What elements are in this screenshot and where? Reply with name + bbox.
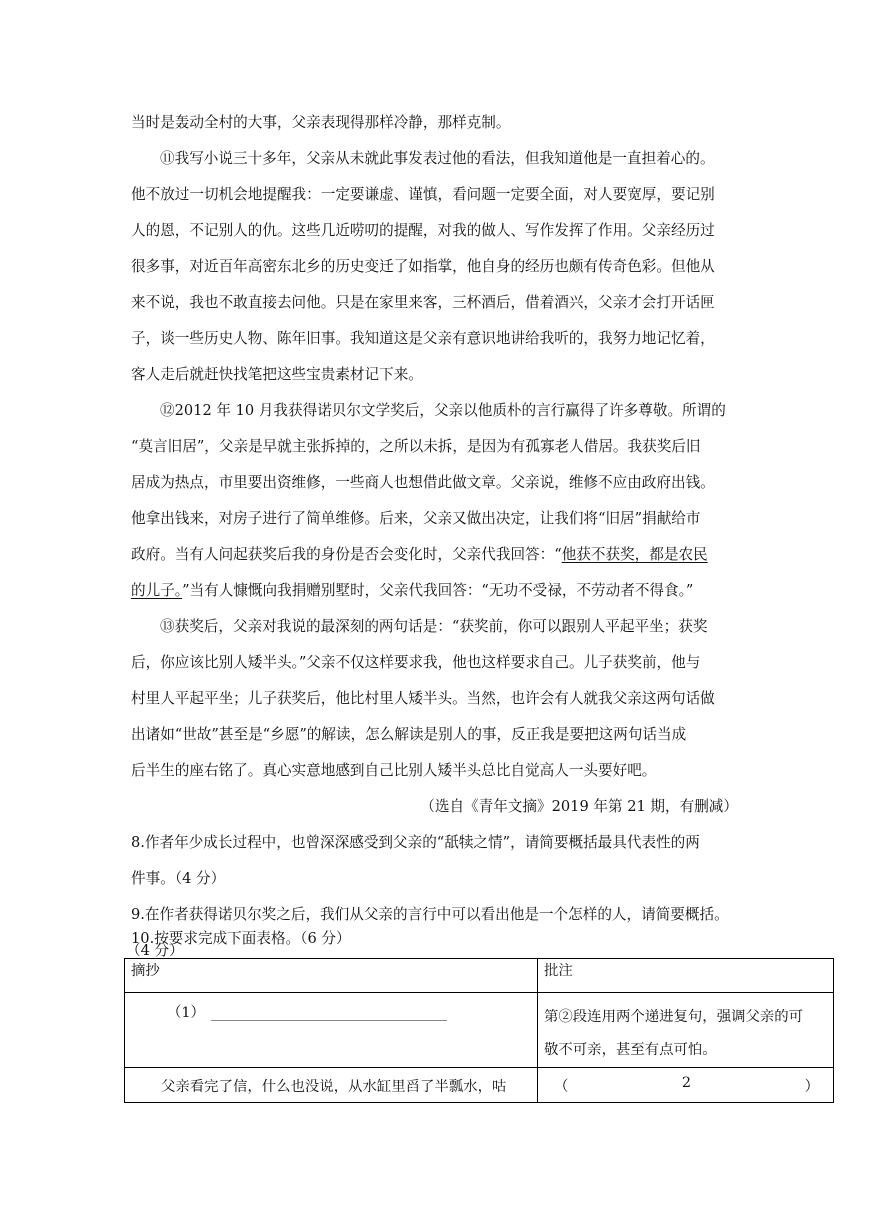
paragraph-line: 居成为热点，市里要出资维修，一些商人也想借此做文章。父亲说，维修不应由政府出钱。 xyxy=(131,474,715,491)
paragraph-line: 他不放过一切机会地提醒我：一定要谦虚、谨慎，看问题一定要全面，对人要宽厚，要记别 xyxy=(131,186,715,203)
source-citation: （选自《青年文摘》2019 年第 21 期，有删减） xyxy=(420,798,738,815)
question-8: 8.作者年少成长过程中，也曾深深感受到父亲的“舐犊之情”，请简要概括最具代表性的两 xyxy=(131,834,700,851)
paragraph-line: 人的恩，不记别人的仇。这些几近唠叨的提醒，对我的做人、写作发挥了作用。父亲经历过 xyxy=(131,222,715,239)
paragraph-line: ⑪我写小说三十多年，父亲从未就此事发表过他的看法，但我知道他是一直担着心的。 xyxy=(160,150,715,167)
paragraph-line: 村里人平起平坐；儿子获奖后，他比村里人矮半头。当然，也许会有人就我父亲这两句话做 xyxy=(131,690,715,707)
table-cell-annotation-2[interactable] xyxy=(538,1068,834,1103)
paragraph-line: 后半生的座右铭了。真心实意地感到自己比别人矮半头总比自觉高人一头要好吧。 xyxy=(131,762,657,779)
table-cell-excerpt-1 xyxy=(125,993,538,1068)
text-segment: 政府。当有人问起获奖后我的身份是否会变化时，父亲代我回答：“ xyxy=(131,546,562,563)
underlined-quote: 的儿子。 xyxy=(131,582,183,599)
annotation-line: 第②段连用两个递进复句，强调父亲的可 xyxy=(544,1009,804,1025)
table-header-excerpt: 摘抄 xyxy=(125,959,538,993)
paragraph-line: “莫言旧居”，父亲是早就主张拆掉的，之所以未拆，是因为有孤寡老人借居。我获奖后旧 xyxy=(131,438,701,455)
question-10: 10.按要求完成下面表格。（6 分） xyxy=(131,930,351,947)
paragraph-line: 来不说，我也不敢直接去问他。只是在家里来客，三杯酒后，借着酒兴，父亲才会打开话匣 xyxy=(131,294,715,311)
paragraph-line: 客人走后就赶快找笔把这些宝贵素材记下来。 xyxy=(131,366,423,383)
text-segment: ”当有人慷慨向我捐赠别墅时，父亲代我回答：“无功不受禄，不劳动者不得食。” xyxy=(182,582,694,599)
annotation-line: 敬不可亲，甚至有点可怕。 xyxy=(544,1042,717,1058)
table-cell-annotation-1 xyxy=(538,993,834,1068)
paragraph-line: 当时是轰动全村的大事，父亲表现得那样冷静，那样克制。 xyxy=(131,114,511,131)
paragraph-line: 子，谈一些历史人物、陈年旧事。我知道这是父亲有意识地讲给我听的，我努力地记忆着， xyxy=(131,330,715,347)
paragraph-line: ⑬获奖后，父亲对我说的最深刻的两句话是：“获奖前，你可以跟别人平起平坐；获奖 xyxy=(160,618,708,635)
table-header-annotation: 批注 xyxy=(538,959,834,993)
table-cell-excerpt-2: 父亲看完了信，什么也没说，从水缸里舀了半瓢水，咕 xyxy=(125,1068,538,1103)
paragraph-line: 出诸如“世故”甚至是“乡愿”的解读，怎么解读是别人的事，反正我是要把这两句话当成 xyxy=(131,726,687,743)
blank-label: （1） xyxy=(167,1005,205,1021)
answer-blank[interactable] xyxy=(211,1006,447,1021)
paragraph-line xyxy=(131,545,708,565)
question-8-cont: 件事。（4 分） xyxy=(131,870,226,887)
question-9: 9.在作者获得诺贝尔奖之后，我们从父亲的言行中可以看出他是一个怎样的人，请简要概括。 xyxy=(131,906,729,923)
paren-open: （ xyxy=(554,1078,569,1095)
question-9-cont: （4 分） xyxy=(126,942,184,959)
paragraph-line xyxy=(131,581,693,601)
paren-close: ） xyxy=(804,1078,819,1095)
paragraph-line: 他拿出钱来，对房子进行了简单维修。后来，父亲又做出决定，让我们将“旧居”捐献给市 xyxy=(131,510,701,527)
paragraph-line: ⑫2012 年 10 月我获得诺贝尔文学奖后，父亲以他质朴的言行赢得了许多尊敬。所谓的 xyxy=(160,402,726,419)
paragraph-line: 后，你应该比别人矮半头。”父亲不仅这样要求我，他也这样要求自己。儿子获奖前，他与 xyxy=(131,654,701,671)
annotation-table xyxy=(124,958,834,1103)
underlined-quote: 他获不获奖，都是农民 xyxy=(561,546,708,563)
blank-number: 2 xyxy=(681,1074,692,1091)
paragraph-line: 很多事，对近百年高密东北乡的历史变迁了如指掌，他自身的经历也颇有传奇色彩。但他从 xyxy=(131,258,715,275)
